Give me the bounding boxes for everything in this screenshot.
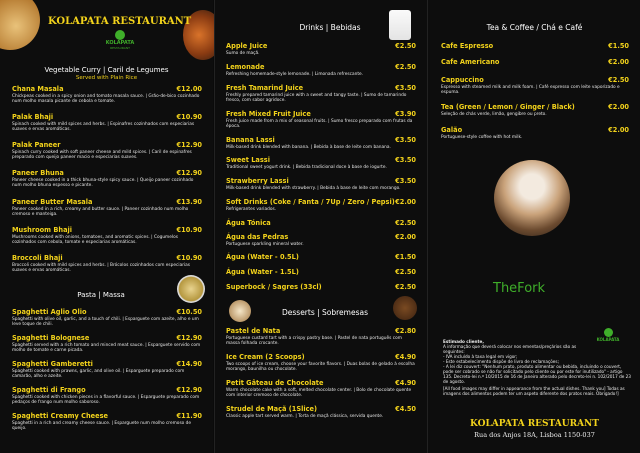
menu-item-price: €2.50 [395,219,416,227]
menu-item-description: Spaghetti cooked with chicken pieces in a flavorful sauce. | Esparguete preparado com pedaços de frango num molho saboroso. [12,395,200,405]
menu-item-description: Portuguese sparkling mineral water. [226,242,304,247]
menu-item-price: €3.50 [395,156,416,164]
menu-item [12,113,202,132]
menu-item-name: Spaghetti Gamberetti [12,360,93,368]
menu-item-description: Paneer cooked in a rich, creamy and butter sauce. | Paneer cozinhado num molho cremoso e manteiga. [12,207,189,217]
menu-item [226,268,416,276]
menu-item-name: Galão [441,126,463,134]
menu-item-description: Warm chocolate cake with a soft, melted chocolate center. | Bolo de chocolate quente com interior cremoso de chocolate. [226,388,412,398]
menu-item-name: Pastel de Nata [226,327,281,335]
menu-item-description: Spinach curry cooked with soft paneer cheese and mild spices. | Caril de espinafres preparado com queijo paneer macio e especiarias suaves. [12,150,192,160]
restaurant-logo [95,30,145,50]
menu-item [12,360,202,379]
menu-item-name: Sweet Lassi [226,156,270,164]
notice-line: [All food images may differ in appearance from the actual dishes. Thank you] Todas as imagens dos alimentos podem ter um aspeto diferente dos pratos reais. Obrigado!] [443,386,625,396]
menu-item-name: Cafe Americano [441,58,500,66]
menu-item-name: Strawberry Lassi [226,177,289,185]
menu-item-price: €2.00 [608,58,629,66]
menu-item-price: €10.50 [176,308,202,316]
menu-item-description: Freshly prepared tamarind juice with a sweet and tangy taste. | Sumo de tamarindo fresco, com sabor agridoce. [226,93,407,103]
menu-item-name: Spaghetti Creamy Cheese [12,412,109,420]
menu-item-description: Spaghetti in a rich and creamy cheese sauce. | Esparguete num molho cremoso de queijo. [12,421,192,431]
menu-item-price: €3.50 [395,84,416,92]
menu-panel-right [427,0,640,453]
coffee-cup-photo [494,160,570,236]
menu-item [226,198,416,212]
menu-item-price: €4.90 [395,353,416,361]
logo-text: KOLAPATA [596,337,620,342]
tea-section-title: Tea & Coffee / Chá e Café [486,23,583,32]
menu-item-name: Cappuccino [441,76,484,84]
curry-section-subtitle: Served with Plain Rice [75,75,138,81]
menu-item-name: Mushroom Bhaji [12,226,73,234]
logo-figure-icon [604,328,613,337]
menu-item-description: Broccoli cooked with mild spices and herbs. | Brócolos cozinhados com especiarias suaves e ervas aromáticas. [12,263,191,273]
menu-item-price: €13.90 [176,198,202,206]
menu-item-description: Portuguese custard tart with a crispy pastry base. | Pastel de nata português com massa folhada crocante. [226,336,402,346]
menu-item-description: Portuguese-style coffee with hot milk. [441,135,523,140]
menu-item-description: Refreshing homemade-style lemonade. | Limonada refrescante. [226,72,364,77]
menu-item-description: Chickpeas cooked in a spicy onion and tomato masala sauce. | Grão-de-bico cozinhado num molho masala picante de cebola e tomate. [12,94,200,104]
menu-item [226,327,416,346]
menu-item-name: Ice Cream (2 Scoops) [226,353,305,361]
menu-item-description: Seleção de chás verde, limão, gengibre ou preto. [441,112,547,117]
menu-item-price: €1.50 [395,253,416,261]
menu-item [12,141,202,160]
menu-item [226,219,416,227]
menu-item-name: Tea (Green / Lemon / Ginger / Black) [441,103,575,111]
menu-item-name: Chana Masala [12,85,64,93]
desserts-section-title: Desserts | Sobremesas [281,308,369,317]
menu-item-name: Soft Drinks (Coke / Fanta / 7Up / Zero / Pepsi) [226,198,395,206]
notice-line: - IVA incluído à taxa legal em vigor; [443,354,518,359]
menu-item-description: Spaghetti with olive oil, garlic, and a touch of chili. | Esparguete com azeite, alho e um leve toque de chili. [12,317,199,327]
menu-item-price: €2.80 [395,327,416,335]
menu-item-name: Água Tónica [226,219,271,227]
drink-glass-photo [389,10,411,40]
notice-line: Estimado cliente, [443,339,484,344]
menu-item-name: Spaghetti Aglio Olio [12,308,87,316]
menu-item-name: Petit Gâteau de Chocolate [226,379,324,387]
menu-item [12,226,202,245]
menu-item [226,353,416,372]
menu-item [441,103,629,117]
restaurant-name-footer: KOLAPATA RESTAURANT [470,419,599,429]
restaurant-address: Rua dos Anjos 18A, Lisboa 1150-037 [474,431,595,439]
menu-item-price: €2.00 [608,103,629,111]
drinks-section-title: Drinks | Bebidas [299,23,361,32]
menu-item [12,169,202,188]
menu-item-description: Two scoops of ice cream, choose your favorite flavors. | Duas bolas de gelado à escolha morango, baunilha ou chocolate. [226,362,415,372]
menu-item [12,334,202,353]
menu-item-name: Spaghetti di Frango [12,386,86,394]
menu-item-price: €12.90 [176,334,202,342]
menu-item-price: €4.50 [395,405,416,413]
menu-item-name: Cafe Espresso [441,42,494,50]
menu-item [12,85,202,104]
menu-item-price: €12.90 [176,169,202,177]
naan-bread-photo [0,0,40,50]
menu-item-description: Refrigerantes variados. [226,207,277,212]
menu-item-price: €10.90 [176,254,202,262]
menu-item [226,63,416,77]
menu-item-name: Palak Bhaji [12,113,54,121]
menu-item-name: Água das Pedras [226,233,289,241]
menu-item-name: Superbock / Sagres (33cl) [226,283,322,291]
pasta-dish-photo [177,275,205,303]
menu-item-name: Spaghetti Bolognese [12,334,90,342]
menu-item-name: Banana Lassi [226,136,275,144]
legal-notice [443,339,633,396]
menu-item [226,177,416,191]
menu-item [12,308,202,327]
footer-logo [588,328,628,342]
menu-item [441,76,629,95]
curry-section-title: Vegetable Curry | Caril de Legumes [44,66,169,74]
menu-item-description: Milk-based drink blended with strawberry. | Bebida à base de leite com morango. [226,186,401,191]
menu-item [226,84,416,103]
logo-text: KOLAPATA [105,40,135,46]
menu-item-price: €12.90 [176,141,202,149]
menu-item-name: Fresh Mixed Fruit Juice [226,110,311,118]
restaurant-name-top: KOLAPATA RESTAURANT [48,16,192,27]
menu-item-description: Milk-based drink blended with banana. | Bebida à base de leite com banana. [226,145,391,150]
menu-item [226,405,416,419]
menu-item-name: Paneer Butter Masala [12,198,93,206]
menu-item-price: €2.50 [395,42,416,50]
logo-subtext: RESTAURANT [110,46,130,50]
menu-item [226,283,416,291]
notice-line: A informação que deverá colocar nos ementas/preçários são as seguintes: [443,344,577,354]
menu-item-price: €4.90 [395,379,416,387]
menu-item-name: Palak Paneer [12,141,61,149]
menu-item-description: Traditional sweet yogurt drink. | Bebida tradicional doce à base de iogurte. [226,165,387,170]
menu-item [441,42,629,50]
menu-item-description: Mushrooms cooked with onions, tomatoes, and aromatic spices. | Cogumelos cozinhados com cebola, tomate e especiarias aromáticas. [12,235,178,245]
menu-item [441,58,629,66]
menu-item [226,136,416,150]
menu-item-price: €3.90 [395,110,416,118]
menu-item-price: €12.00 [176,85,202,93]
menu-item-price: €2.00 [608,126,629,134]
menu-item-price: €11.90 [176,412,202,420]
menu-item [226,42,416,56]
menu-item-description: Espresso with steamed milk and milk foam. | Café expresso com leite vaporizado e espuma. [441,85,620,95]
thefork-label[interactable]: TheFork [493,281,546,296]
menu-item-price: €12.90 [176,386,202,394]
notice-line: - A lei diz couvert: "Nenhum prato, produto alimentar ou bebida, incluindo o couvert, pode ser cobrado se não for solicitado pelo cliente ou por este for inutilizado" - artigo 135. Decreto-lei n.º 10/2015 de 16 de Janeiro alterado pelo decreto-lei n. 102/2017 de 23 de agosto. [443,364,631,384]
menu-item-name: Apple Juice [226,42,268,50]
dessert-photo-left [229,300,251,322]
menu-item-name: Água (Water - 0.5L) [226,253,299,261]
menu-item-description: Paneer cheese cooked in a thick bhuna-style spicy sauce. | Queijo paneer cozinhado num molho bhuna espesso e picante. [12,178,194,188]
menu-item-description: Spaghetti served with a rich tomato and minced meat sauce. | Esparguete servido com molho de tomate e carne picada. [12,343,201,353]
menu-item-price: €3.50 [395,177,416,185]
logo-figure-icon [115,30,125,40]
menu-item-description: Spinach cooked with mild spices and herbs. | Espinafres cozinhados com especiarias suaves e ervas aromáticas. [12,122,195,132]
menu-item [12,198,202,217]
menu-item-price: €10.90 [176,226,202,234]
menu-item-price: €2.50 [395,63,416,71]
menu-item [12,412,202,431]
menu-item-price: €3.50 [395,136,416,144]
menu-item-price: €2.50 [608,76,629,84]
menu-item [226,110,416,129]
menu-item-price: €14.90 [176,360,202,368]
menu-panel-left [0,0,213,453]
menu-item [226,156,416,170]
menu-item [226,233,416,247]
menu-panel-middle [214,0,427,453]
menu-item-name: Paneer Bhuna [12,169,64,177]
dessert-photo-right [393,296,417,320]
menu-item-price: €2.50 [395,268,416,276]
menu-item [12,254,202,273]
menu-item [12,386,202,405]
menu-item-price: €2.00 [395,233,416,241]
menu-item-name: Lemonade [226,63,265,71]
menu-item-description: Fresh juice made from a mix of seasonal fruits. | Sumo fresco preparado com frutas da época. [226,119,413,129]
pasta-section-title: Pasta | Massa [77,291,125,299]
menu-item [226,379,416,398]
menu-item-description: Sumo de maçã. [226,51,260,56]
menu-item-price: €2.00 [395,198,416,206]
menu-item-description: Classic apple tart served warm. | Torta de maçã clássica, servida quente. [226,414,384,419]
notice-line: - Este estabelecimento dispõe de livro de reclamações; [443,359,559,364]
menu-item-price: €2.50 [395,283,416,291]
menu-item [441,126,629,140]
menu-item-description: Spaghetti cooked with prawns, garlic, and olive oil. | Esparguete preparado com camarão, alho e azeite. [12,369,185,379]
menu-item-name: Strudel de Maçã (1Slice) [226,405,318,413]
menu-item-name: Broccoli Bhaji [12,254,63,262]
menu-item-name: Fresh Tamarind Juice [226,84,304,92]
menu-item [226,253,416,261]
menu-item-name: Água (Water - 1.5L) [226,268,299,276]
menu-item-price: €1.50 [608,42,629,50]
menu-item-price: €10.90 [176,113,202,121]
